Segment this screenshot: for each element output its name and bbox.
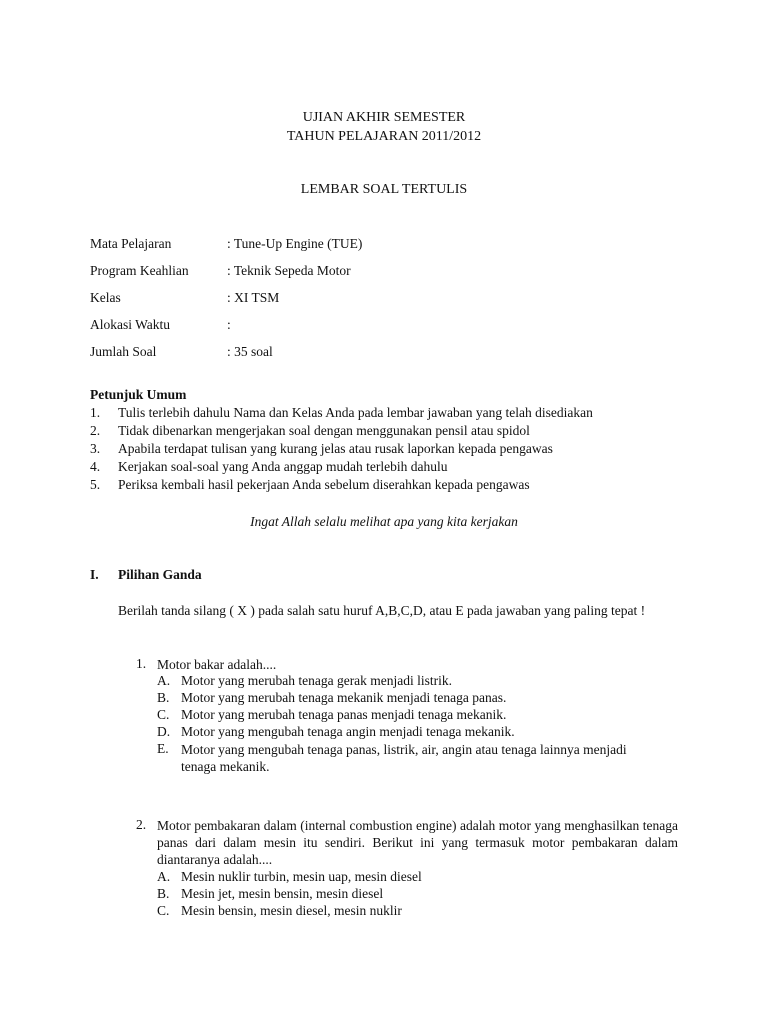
list-text: Tulis terlebih dahulu Nama dan Kelas Anda pada lembar jawaban yang telah disediakan xyxy=(118,405,593,420)
academic-year: TAHUN PELAJARAN 2011/2012 xyxy=(286,129,482,144)
list-number: 5. xyxy=(90,477,101,492)
list-number: 3. xyxy=(90,441,101,456)
question-2-options xyxy=(157,869,678,920)
list-text: Periksa kembali hasil pekerjaan Anda sebelum diserahkan kepada pengawas xyxy=(118,477,530,492)
sheet-title: LEMBAR SOAL TERTULIS xyxy=(300,182,468,197)
option-text: Mesin nuklir turbin, mesin uap, mesin diesel xyxy=(181,869,422,884)
option-letter: D. xyxy=(157,724,171,739)
list-text: Apabila terdapat tulisan yang kurang jelas atau rusak laporkan kepada pengawas xyxy=(118,441,553,456)
list-item xyxy=(90,405,710,423)
option-c xyxy=(157,903,678,920)
motto: Ingat Allah selalu melihat apa yang kita kerjakan xyxy=(250,514,518,529)
option-c xyxy=(157,707,678,724)
option-letter: B. xyxy=(157,886,170,901)
info-label: Mata Pelajaran xyxy=(90,236,172,251)
option-letter: A. xyxy=(157,869,171,884)
list-text: Kerjakan soal-soal yang Anda anggap mudah terlebih dahulu xyxy=(118,459,448,474)
section-instruction: Berilah tanda silang ( X ) pada salah satu huruf A,B,C,D, atau E pada jawaban yang paling tepat ! xyxy=(118,603,646,618)
info-value: : Tune-Up Engine (TUE) xyxy=(227,236,363,251)
option-text: Motor yang mengubah tenaga panas, listrik, air, angin atau tenaga lainnya menjadi tenaga mekanik. xyxy=(181,742,627,774)
list-item xyxy=(90,459,710,477)
instructions-list xyxy=(90,405,710,495)
info-value: : XI TSM xyxy=(227,290,280,305)
question-1-options xyxy=(157,673,678,775)
option-letter: A. xyxy=(157,673,171,688)
option-text: Motor yang mengubah tenaga angin menjadi tenaga mekanik. xyxy=(181,724,515,739)
list-number: 1. xyxy=(90,405,101,420)
option-text: Motor yang merubah tenaga mekanik menjadi tenaga panas. xyxy=(181,690,507,705)
info-label: Program Keahlian xyxy=(90,263,189,278)
exam-title: UJIAN AKHIR SEMESTER xyxy=(302,110,466,125)
question-text: Motor pembakaran dalam (internal combustion engine) adalah motor yang menghasilkan tenaga panas dari dalam mesin itu sendiri. Berikut ini yang termasuk motor pembakaran dalam diantaranya adalah.... xyxy=(157,818,678,867)
option-letter: B. xyxy=(157,690,170,705)
list-item xyxy=(90,441,710,459)
option-a xyxy=(157,869,678,886)
list-number: 4. xyxy=(90,459,101,474)
option-d xyxy=(157,724,678,741)
list-text: Tidak dibenarkan mengerjakan soal dengan menggunakan pensil atau spidol xyxy=(118,423,530,438)
option-letter: C. xyxy=(157,903,170,918)
section-number: I. xyxy=(90,567,99,582)
info-value: : xyxy=(227,317,231,332)
question-text: Motor bakar adalah.... xyxy=(157,657,277,672)
info-label: Kelas xyxy=(90,290,121,305)
option-letter: C. xyxy=(157,707,170,722)
option-text: Motor yang merubah tenaga panas menjadi tenaga mekanik. xyxy=(181,707,507,722)
list-item xyxy=(90,477,710,495)
option-b xyxy=(157,690,678,707)
option-letter: E. xyxy=(157,741,169,756)
list-item xyxy=(90,423,710,441)
option-text: Mesin bensin, mesin diesel, mesin nuklir xyxy=(181,903,402,918)
option-e xyxy=(157,741,678,775)
info-value: : Teknik Sepeda Motor xyxy=(227,263,351,278)
info-value: : 35 soal xyxy=(227,344,273,359)
instructions-title: Petunjuk Umum xyxy=(90,387,187,402)
info-label: Alokasi Waktu xyxy=(90,317,171,332)
option-text: Mesin jet, mesin bensin, mesin diesel xyxy=(181,886,384,901)
question-number: 2. xyxy=(136,817,147,832)
option-text: Motor yang merubah tenaga gerak menjadi listrik. xyxy=(181,673,453,688)
section-title: Pilihan Ganda xyxy=(118,567,202,582)
option-b xyxy=(157,886,678,903)
option-a xyxy=(157,673,678,690)
info-label: Jumlah Soal xyxy=(90,344,157,359)
question-number: 1. xyxy=(136,656,147,671)
list-number: 2. xyxy=(90,423,101,438)
